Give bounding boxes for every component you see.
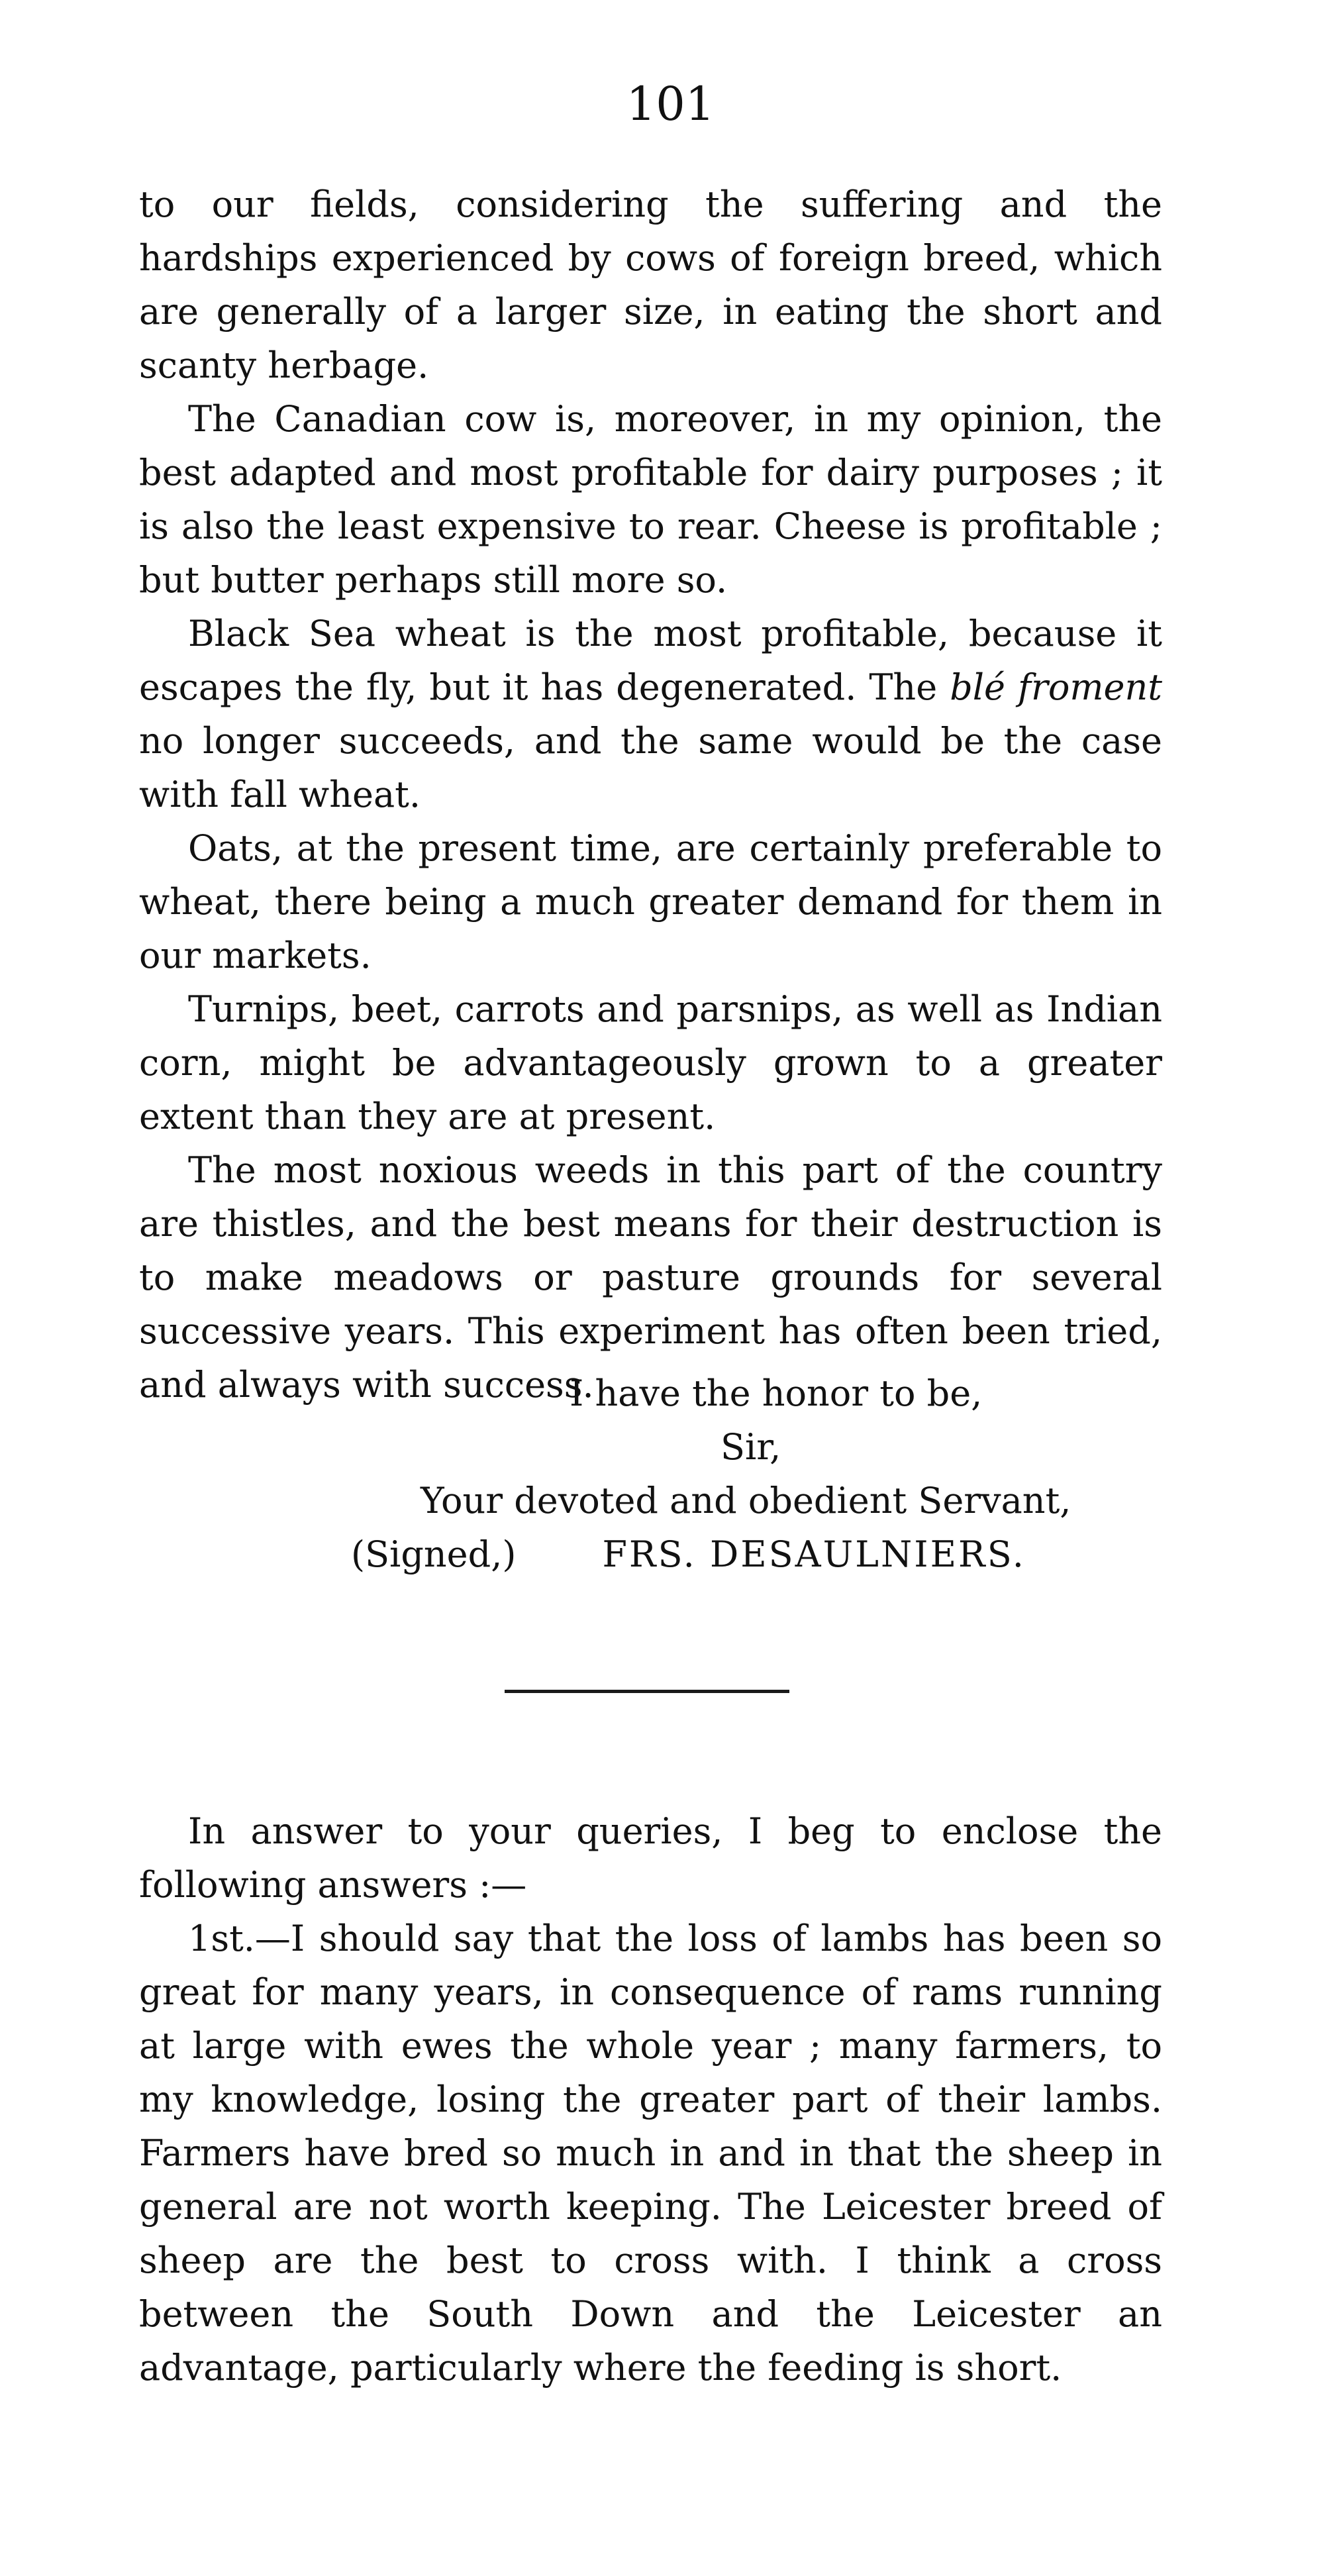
signer-name: FRS. DESAULNIERS.	[602, 1533, 1026, 1575]
italic-term: blé froment	[950, 666, 1162, 708]
paragraph-text: Turnips, beet, carrots and parsnips, as well as Indian corn, might be advantageously grown to a greater extent than they are at present.	[139, 988, 1162, 1137]
paragraph-canadian-cow	[139, 392, 1162, 607]
paragraph-text: The Canadian cow is, moreover, in my opinion, the best adapted and most profitable for dairy purposes ; it is also the least expensive to rear. Cheese is profitable ; but butter perhaps still more so.	[139, 398, 1162, 601]
paragraph-text: 1st.—I should say that the loss of lambs has been so great for many years, in consequence of rams running at large with ewes the whole year ; many farmers, to my knowledge, losing the greater part of their lambs. Farmers have bred so much in and in that the sheep in general are not worth keeping. The Leicester breed of sheep are the best to cross with. I think a cross between the South Down and the Leicester an advantage, particularly where the feeding is short.	[139, 1918, 1162, 2389]
signed-label: (Signed,)	[351, 1533, 517, 1575]
closing-line-servant: Your devoted and obedient Servant,	[421, 1480, 1071, 1521]
paragraph-text: no longer succeeds, and the same would be the case with fall wheat.	[139, 720, 1162, 815]
paragraph-text: to our fields, considering the suffering and the hardships experienced by cows of foreign breed, which are generally of a larger size, in eating the short and scanty herbage.	[139, 183, 1162, 386]
paragraph-text: In answer to your queries, I beg to enclose the following answers :—	[139, 1810, 1162, 1906]
paragraph-text: Black Sea wheat is the most profitable, because it escapes the fly, but it has degenerated. The	[139, 613, 1162, 708]
paragraph-text: Oats, at the present time, are certainly preferable to wheat, there being a much greater demand for them in our markets.	[139, 827, 1162, 976]
signature-line	[351, 1527, 1341, 1581]
letter-body	[139, 178, 1162, 1412]
answers-body	[139, 1804, 1162, 2395]
paragraph-black-sea-wheat	[139, 607, 1162, 821]
paragraph-oats	[139, 821, 1162, 982]
paragraph-text: The most noxious weeds in this part of the country are thistles, and the best means for their destruction is to make meadows or pasture grounds for several successive years. This experiment has often been tried, and always with success.	[139, 1149, 1162, 1406]
page-number: 101	[626, 77, 715, 131]
closing-line-honor: I have the honor to be,	[570, 1372, 983, 1414]
answer-first	[139, 1912, 1162, 2395]
section-divider	[505, 1690, 789, 1693]
paragraph-continuation	[139, 178, 1162, 392]
paragraph-turnips	[139, 982, 1162, 1143]
closing-line-sir: Sir,	[720, 1426, 781, 1468]
answers-intro	[139, 1804, 1162, 1912]
